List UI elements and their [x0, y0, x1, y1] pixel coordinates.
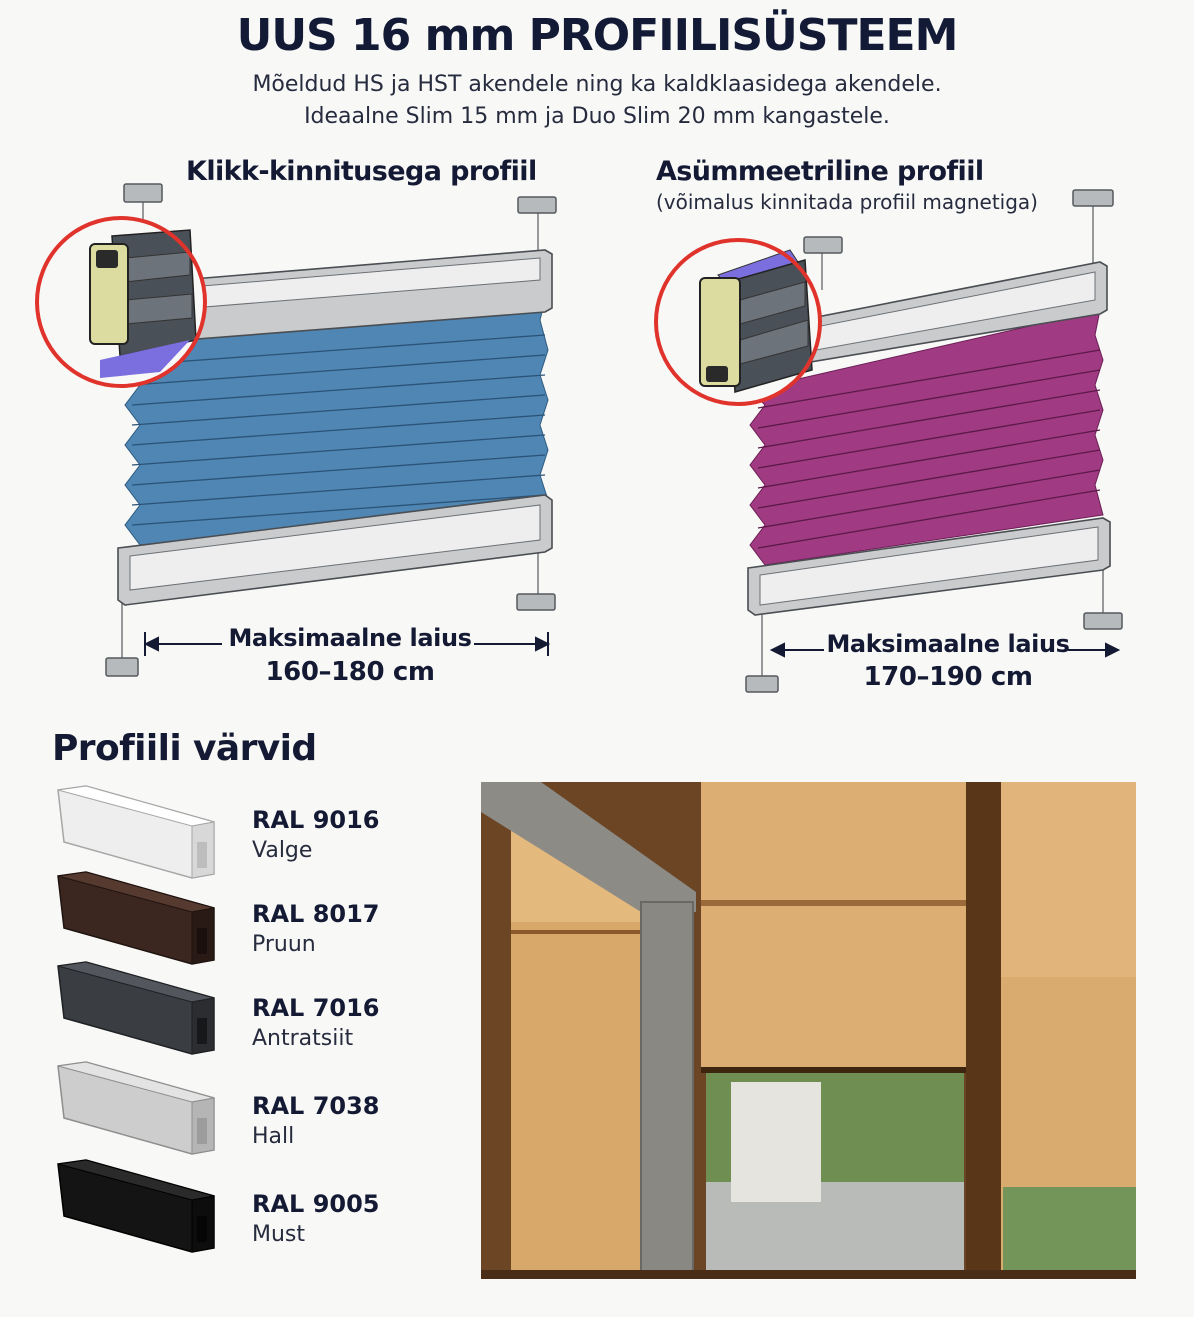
subtitle-line-1: Mõeldud HS ja HST akendele ning ka kaldklaasidega akendele. [252, 72, 942, 97]
click-profile-illustration [0, 0, 600, 700]
ral-code: RAL 7016 [252, 994, 380, 1022]
asymmetric-profile-note: (võimalus kinnitada profiil magnetiga) [656, 190, 1038, 214]
ral-code: RAL 7038 [252, 1092, 380, 1120]
asymmetric-profile-title: Asümmeetriline profiil [656, 156, 984, 187]
colors-section-title: Profiili värvid [52, 728, 317, 769]
interior-photo-with-blinds [481, 782, 1136, 1279]
left-width-value: 160–180 cm [265, 657, 435, 687]
color-name: Antratsiit [252, 1026, 354, 1051]
asymmetric-profile-illustration [600, 0, 1194, 700]
color-name: Pruun [252, 932, 316, 957]
ral-code: RAL 8017 [252, 900, 380, 928]
color-name: Hall [252, 1124, 295, 1149]
profile-swatch-ral-9016 [52, 784, 218, 880]
color-name: Valge [252, 838, 313, 863]
ral-code: RAL 9005 [252, 1190, 380, 1218]
ral-code: RAL 9016 [252, 806, 380, 834]
profile-swatch-ral-9005 [52, 1158, 218, 1254]
subtitle-line-2: Ideaalne Slim 15 mm ja Duo Slim 20 mm kangastele. [304, 104, 890, 129]
profile-swatch-ral-7016 [52, 960, 218, 1056]
right-width-label: Maksimaalne laius [826, 630, 1070, 658]
profile-swatch-ral-8017 [52, 870, 218, 966]
profile-swatch-ral-7038 [52, 1060, 218, 1156]
left-width-label: Maksimaalne laius [228, 624, 472, 652]
page-title: UUS 16 mm PROFIILISÜSTEEM [236, 10, 958, 61]
click-profile-title: Klikk-kinnitusega profiil [186, 156, 537, 187]
right-width-value: 170–190 cm [863, 662, 1033, 692]
magnet-icon [706, 366, 728, 382]
color-name: Must [252, 1222, 306, 1247]
